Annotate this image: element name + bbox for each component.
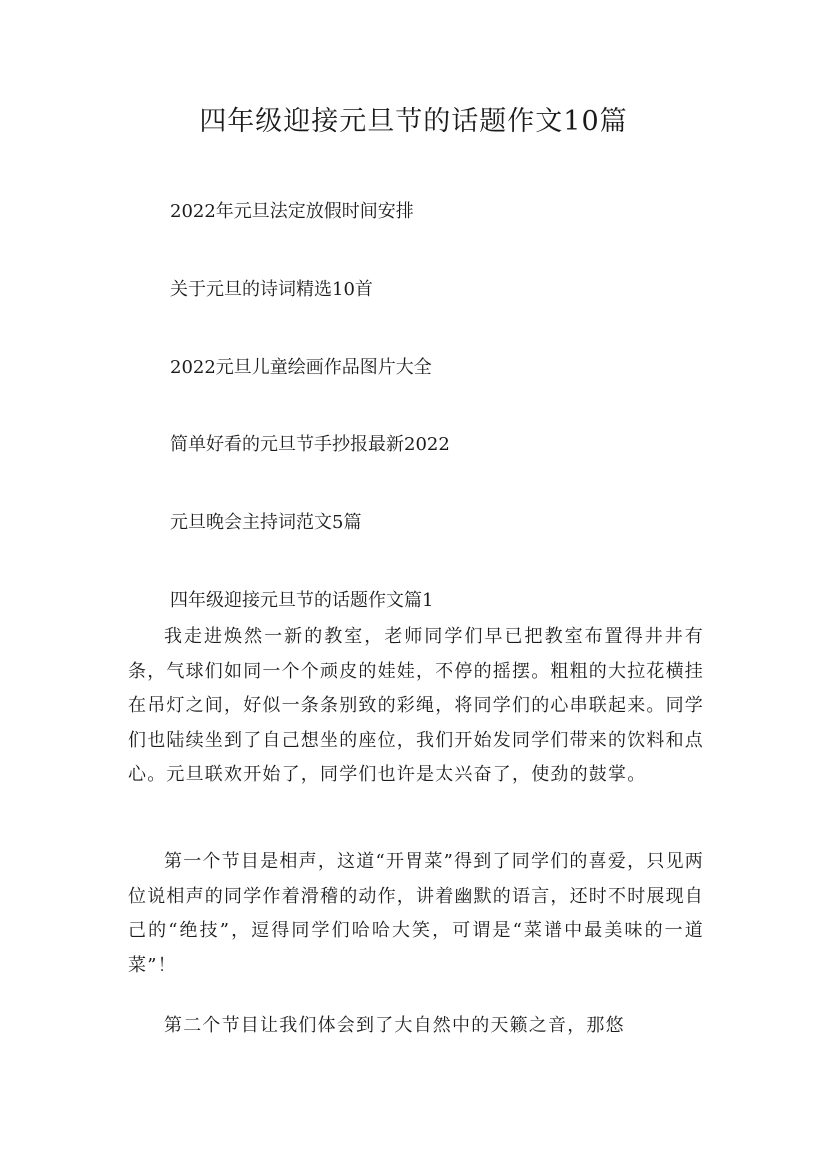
section-heading: 四年级迎接元旦节的话题作文篇1 <box>170 590 434 611</box>
related-link-poems[interactable]: 关于元旦的诗词精选10首 <box>170 279 373 300</box>
paragraph-1: 我走进焕然一新的教室，老师同学们早已把教室布置得井井有条，气球们如同一个个顽皮的娃娃，不停的摇摆。粗粗的大拉花横挂在吊灯之间，好似一条条别致的彩绳，将同学们的心串联起来。同学们也陆续坐到了自己想坐的座位，我们开始发同学们带来的饮料和点心。元旦联欢开始了，同学们也许是太兴奋了，使劲的鼓掌。 <box>128 626 704 786</box>
document-title: 四年级迎接元旦节的话题作文10篇 <box>199 106 628 137</box>
paragraph-3: 第二个节目让我们体会到了大自然中的天籁之音，那悠 <box>164 1015 625 1036</box>
paragraph-2: 第一个节目是相声，这道“开胃菜”得到了同学们的喜爱，只见两位说相声的同学作着滑稽的动作，讲着幽默的语言，还时不时展现自己的“绝技”，逗得同学们哈哈大笑，可谓是“菜谱中最美味的一道菜”！ <box>128 851 704 976</box>
related-link-holiday-schedule[interactable]: 2022年元旦法定放假时间安排 <box>170 201 414 222</box>
related-link-handwritten-newspaper[interactable]: 简单好看的元旦节手抄报最新2022 <box>170 434 450 455</box>
related-link-drawings[interactable]: 2022元旦儿童绘画作品图片大全 <box>170 357 432 378</box>
related-link-host-script[interactable]: 元旦晚会主持词范文5篇 <box>170 512 362 533</box>
